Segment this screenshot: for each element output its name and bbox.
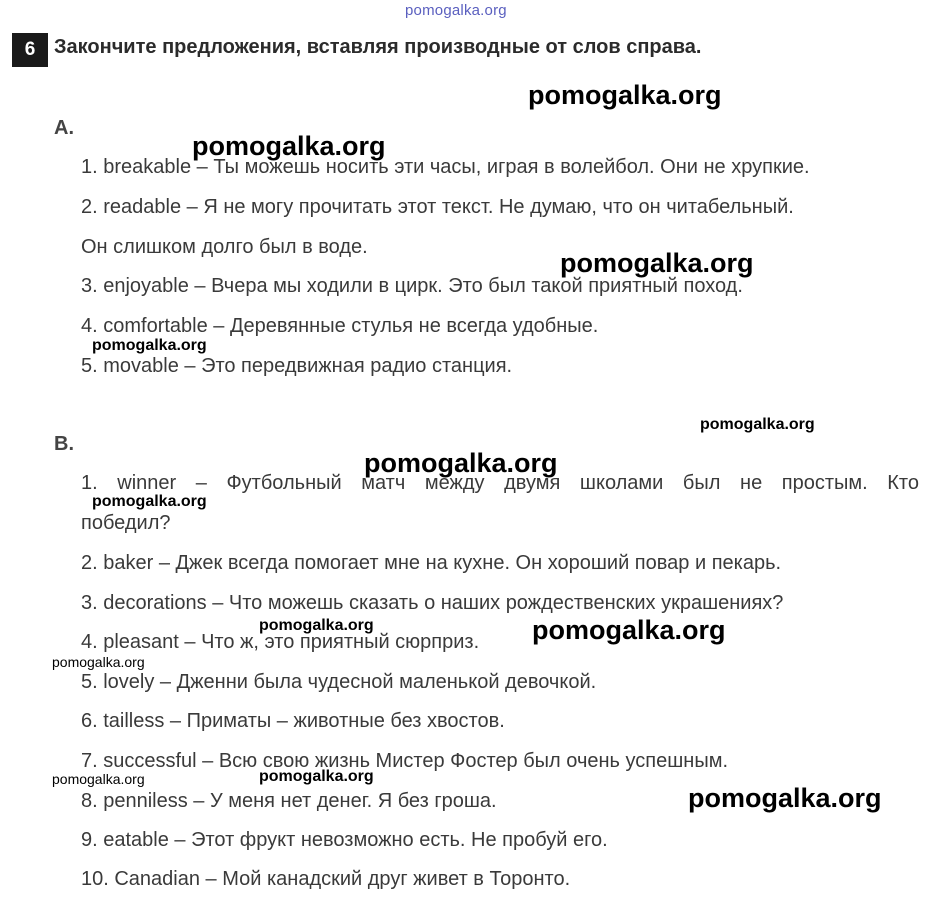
watermark: pomogalka.org (52, 654, 145, 670)
watermark: pomogalka.org (528, 80, 722, 110)
task-title: Закончите предложения, вставляя производные от слов справа. (54, 36, 702, 58)
section-b-line-1: 1. winner – Футбольный матч между двумя школами был не простым. Кто (81, 472, 919, 494)
section-b-line-3: 3. decorations – Что можешь сказать о наших рождественских украшениях? (81, 592, 784, 614)
section-b-line-2: 2. baker – Джек всегда помогает мне на кухне. Он хороший повар и пекарь. (81, 552, 782, 574)
section-b-line-9: 9. eatable – Этот фрукт невозможно есть. Не пробуй его. (81, 829, 608, 851)
section-b-line-7: 7. successful – Всю свою жизнь Мистер Фостер был очень успешным. (81, 750, 729, 772)
watermark: pomogalka.org (560, 248, 754, 278)
section-b-line-10: 10. Canadian – Мой канадский друг живет в Торонто. (81, 868, 571, 890)
section-a-line-4: 4. comfortable – Деревянные стулья не всегда удобные. (81, 315, 599, 337)
watermark: pomogalka.org (688, 783, 882, 813)
section-b-line-1-cont: победил? (81, 512, 171, 534)
watermark: pomogalka.org (192, 131, 386, 161)
section-a-line-1: 1. breakable – Ты можешь носить эти часы, играя в волейбол. Они не хрупкие. (81, 156, 810, 178)
task-number-badge: 6 (12, 33, 48, 67)
section-a-line-3: 3. enjoyable – Вчера мы ходили в цирк. Это был такой приятный поход. (81, 275, 743, 297)
section-b-line-4: 4. pleasant – Что ж, это приятный сюрприз. (81, 631, 480, 653)
watermark: pomogalka.org (259, 768, 374, 785)
watermark: pomogalka.org (364, 448, 558, 478)
section-a-label: A. (54, 117, 74, 139)
section-a-line-5: 5. movable – Это передвижная радио станция. (81, 355, 513, 377)
section-b-line-5: 5. lovely – Дженни была чудесной маленькой девочкой. (81, 671, 597, 693)
watermark: pomogalka.org (700, 416, 815, 433)
watermark: pomogalka.org (92, 337, 207, 354)
watermark: pomogalka.org (52, 771, 145, 787)
section-b-label: B. (54, 433, 74, 455)
section-b-line-8: 8. penniless – У меня нет денег. Я без гроша. (81, 790, 497, 812)
section-a-line-2-cont: Он слишком долго был в воде. (81, 236, 368, 258)
watermark: pomogalka.org (92, 493, 207, 510)
watermark: pomogalka.org (259, 617, 374, 634)
section-b-line-6: 6. tailless – Приматы – животные без хвостов. (81, 710, 505, 732)
watermark: pomogalka.org (532, 615, 726, 645)
header-watermark: pomogalka.org (405, 2, 507, 19)
section-a-line-2: 2. readable – Я не могу прочитать этот текст. Не думаю, что он читабельный. (81, 196, 794, 218)
